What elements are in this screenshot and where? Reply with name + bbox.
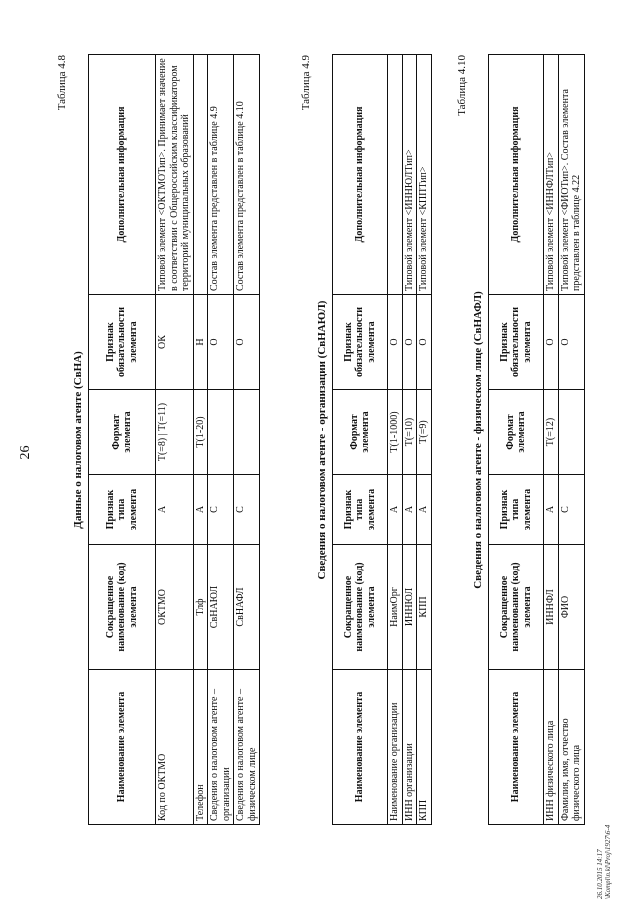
table-cell: Типовой элемент <ФИОТип>. Состав элемента представлен в таблице 4.22 xyxy=(558,55,584,295)
table-cell: С xyxy=(558,475,584,545)
header-cell: Признак обязательности элемента xyxy=(89,295,156,390)
table-cell: А xyxy=(417,475,432,545)
table-cell: Типовой элемент <ИННФЛТип> xyxy=(544,55,559,295)
table-cell xyxy=(208,390,234,475)
footer-path: \Kompl\n.kl\Proj\1927\6-4 xyxy=(604,824,613,899)
header-cell: Наименование элемента xyxy=(489,670,544,825)
table-cell: Сведения о налоговом агенте – физическом лице xyxy=(234,670,260,825)
table-cell: Тлф xyxy=(193,545,208,670)
table-cell: ИННЮЛ xyxy=(402,545,417,670)
header-cell: Наименование элемента xyxy=(89,670,156,825)
table-title-4-8: Данные о налоговом агенте (СвНА) xyxy=(72,351,84,529)
table-row xyxy=(544,55,559,825)
header-cell: Дополнительная информация xyxy=(333,55,388,295)
table-row xyxy=(558,55,584,825)
table-label-4-10: Таблица 4.10 xyxy=(456,55,468,116)
file-footer xyxy=(596,825,613,899)
table-row xyxy=(156,55,194,825)
table-cell: Состав элемента представлен в таблице 4.10 xyxy=(234,55,260,295)
table-cell: О xyxy=(544,295,559,390)
header-cell: Дополнительная информация xyxy=(489,55,544,295)
table-cell: T(=8) | T(=11) xyxy=(156,390,194,475)
table-cell: А xyxy=(193,475,208,545)
table-cell: Типовой элемент <КППТип> xyxy=(417,55,432,295)
header-cell: Признак типа элемента xyxy=(333,475,388,545)
table-cell: ИНН организации xyxy=(402,670,417,825)
table-cell: КПП xyxy=(417,545,432,670)
table-cell xyxy=(388,55,403,295)
header-cell: Сокращенное наименование (код) элемента xyxy=(333,545,388,670)
table-label-4-9: Таблица 4.9 xyxy=(300,55,312,111)
table-cell: T(=12) xyxy=(544,390,559,475)
table-cell: Состав элемента представлен в таблице 4.9 xyxy=(208,55,234,295)
table-4-8 xyxy=(88,54,260,825)
table-row xyxy=(402,55,417,825)
table-title-4-9: Сведения о налоговом агенте - организации (СвНАЮЛ) xyxy=(316,300,328,580)
table-cell: О xyxy=(388,295,403,390)
table-row xyxy=(234,55,260,825)
table-row xyxy=(193,55,208,825)
table-cell: ОК xyxy=(156,295,194,390)
table-4-9 xyxy=(332,54,432,825)
table-4-10 xyxy=(488,54,585,825)
table-row xyxy=(388,55,403,825)
table-cell: ФИО xyxy=(558,545,584,670)
table-cell: А xyxy=(402,475,417,545)
table-cell: А xyxy=(388,475,403,545)
table-cell: О xyxy=(417,295,432,390)
table-cell: Наименование организации xyxy=(388,670,403,825)
table-cell: Типовой элемент <ОКТМОТип>. Принимает значение в соответствии с Общероссийским классификатором территорий муниципальных образований xyxy=(156,55,194,295)
table-cell: Код по ОКТМО xyxy=(156,670,194,825)
table-cell: НаимОрг xyxy=(388,545,403,670)
table-cell: С xyxy=(208,475,234,545)
table-cell: T(1-1000) xyxy=(388,390,403,475)
header-cell: Дополнительная информация xyxy=(89,55,156,295)
table-cell: T(=9) xyxy=(417,390,432,475)
table-cell: ИНН физического лица xyxy=(544,670,559,825)
header-cell: Формат элемента xyxy=(489,390,544,475)
table-cell xyxy=(558,390,584,475)
table-cell: О xyxy=(208,295,234,390)
table-header-row xyxy=(89,55,156,825)
table-cell xyxy=(234,390,260,475)
table-cell: КПП xyxy=(417,670,432,825)
table-cell: Сведения о налоговом агенте – организации xyxy=(208,670,234,825)
table-cell: О xyxy=(402,295,417,390)
table-title-4-10: Сведения о налоговом агенте - физическом лице (СвНАФЛ) xyxy=(472,291,484,589)
table-cell: T(=10) xyxy=(402,390,417,475)
table-label-4-8: Таблица 4.8 xyxy=(56,55,68,111)
table-cell: ИННФЛ xyxy=(544,545,559,670)
table-cell xyxy=(193,55,208,295)
table-cell: С xyxy=(234,475,260,545)
header-cell: Признак обязательности элемента xyxy=(489,295,544,390)
table-cell: А xyxy=(156,475,194,545)
header-cell: Признак типа элемента xyxy=(89,475,156,545)
table-header-row xyxy=(333,55,388,825)
table-row xyxy=(417,55,432,825)
table-cell: СвНАЮЛ xyxy=(208,545,234,670)
table-cell: СвНАФЛ xyxy=(234,545,260,670)
footer-timestamp: 26.10.2015 14:17 xyxy=(596,849,604,899)
header-cell: Формат элемента xyxy=(89,390,156,475)
table-cell: Телефон xyxy=(193,670,208,825)
header-cell: Признак обязательности элемента xyxy=(333,295,388,390)
header-cell: Сокращенное наименование (код) элемента xyxy=(489,545,544,670)
header-cell: Сокращенное наименование (код) элемента xyxy=(89,545,156,670)
header-cell: Формат элемента xyxy=(333,390,388,475)
table-cell: Н xyxy=(193,295,208,390)
table-cell: T(1-20) xyxy=(193,390,208,475)
table-row xyxy=(208,55,234,825)
page-number: 26 xyxy=(18,445,33,460)
header-cell: Признак типа элемента xyxy=(489,475,544,545)
table-cell: Фамилия, имя, отчество физического лица xyxy=(558,670,584,825)
table-cell: А xyxy=(544,475,559,545)
table-header-row xyxy=(489,55,544,825)
table-cell: О xyxy=(234,295,260,390)
header-cell: Наименование элемента xyxy=(333,670,388,825)
table-cell: Типовой элемент <ИННЮЛТип> xyxy=(402,55,417,295)
table-cell: О xyxy=(558,295,584,390)
table-cell: ОКТМО xyxy=(156,545,194,670)
